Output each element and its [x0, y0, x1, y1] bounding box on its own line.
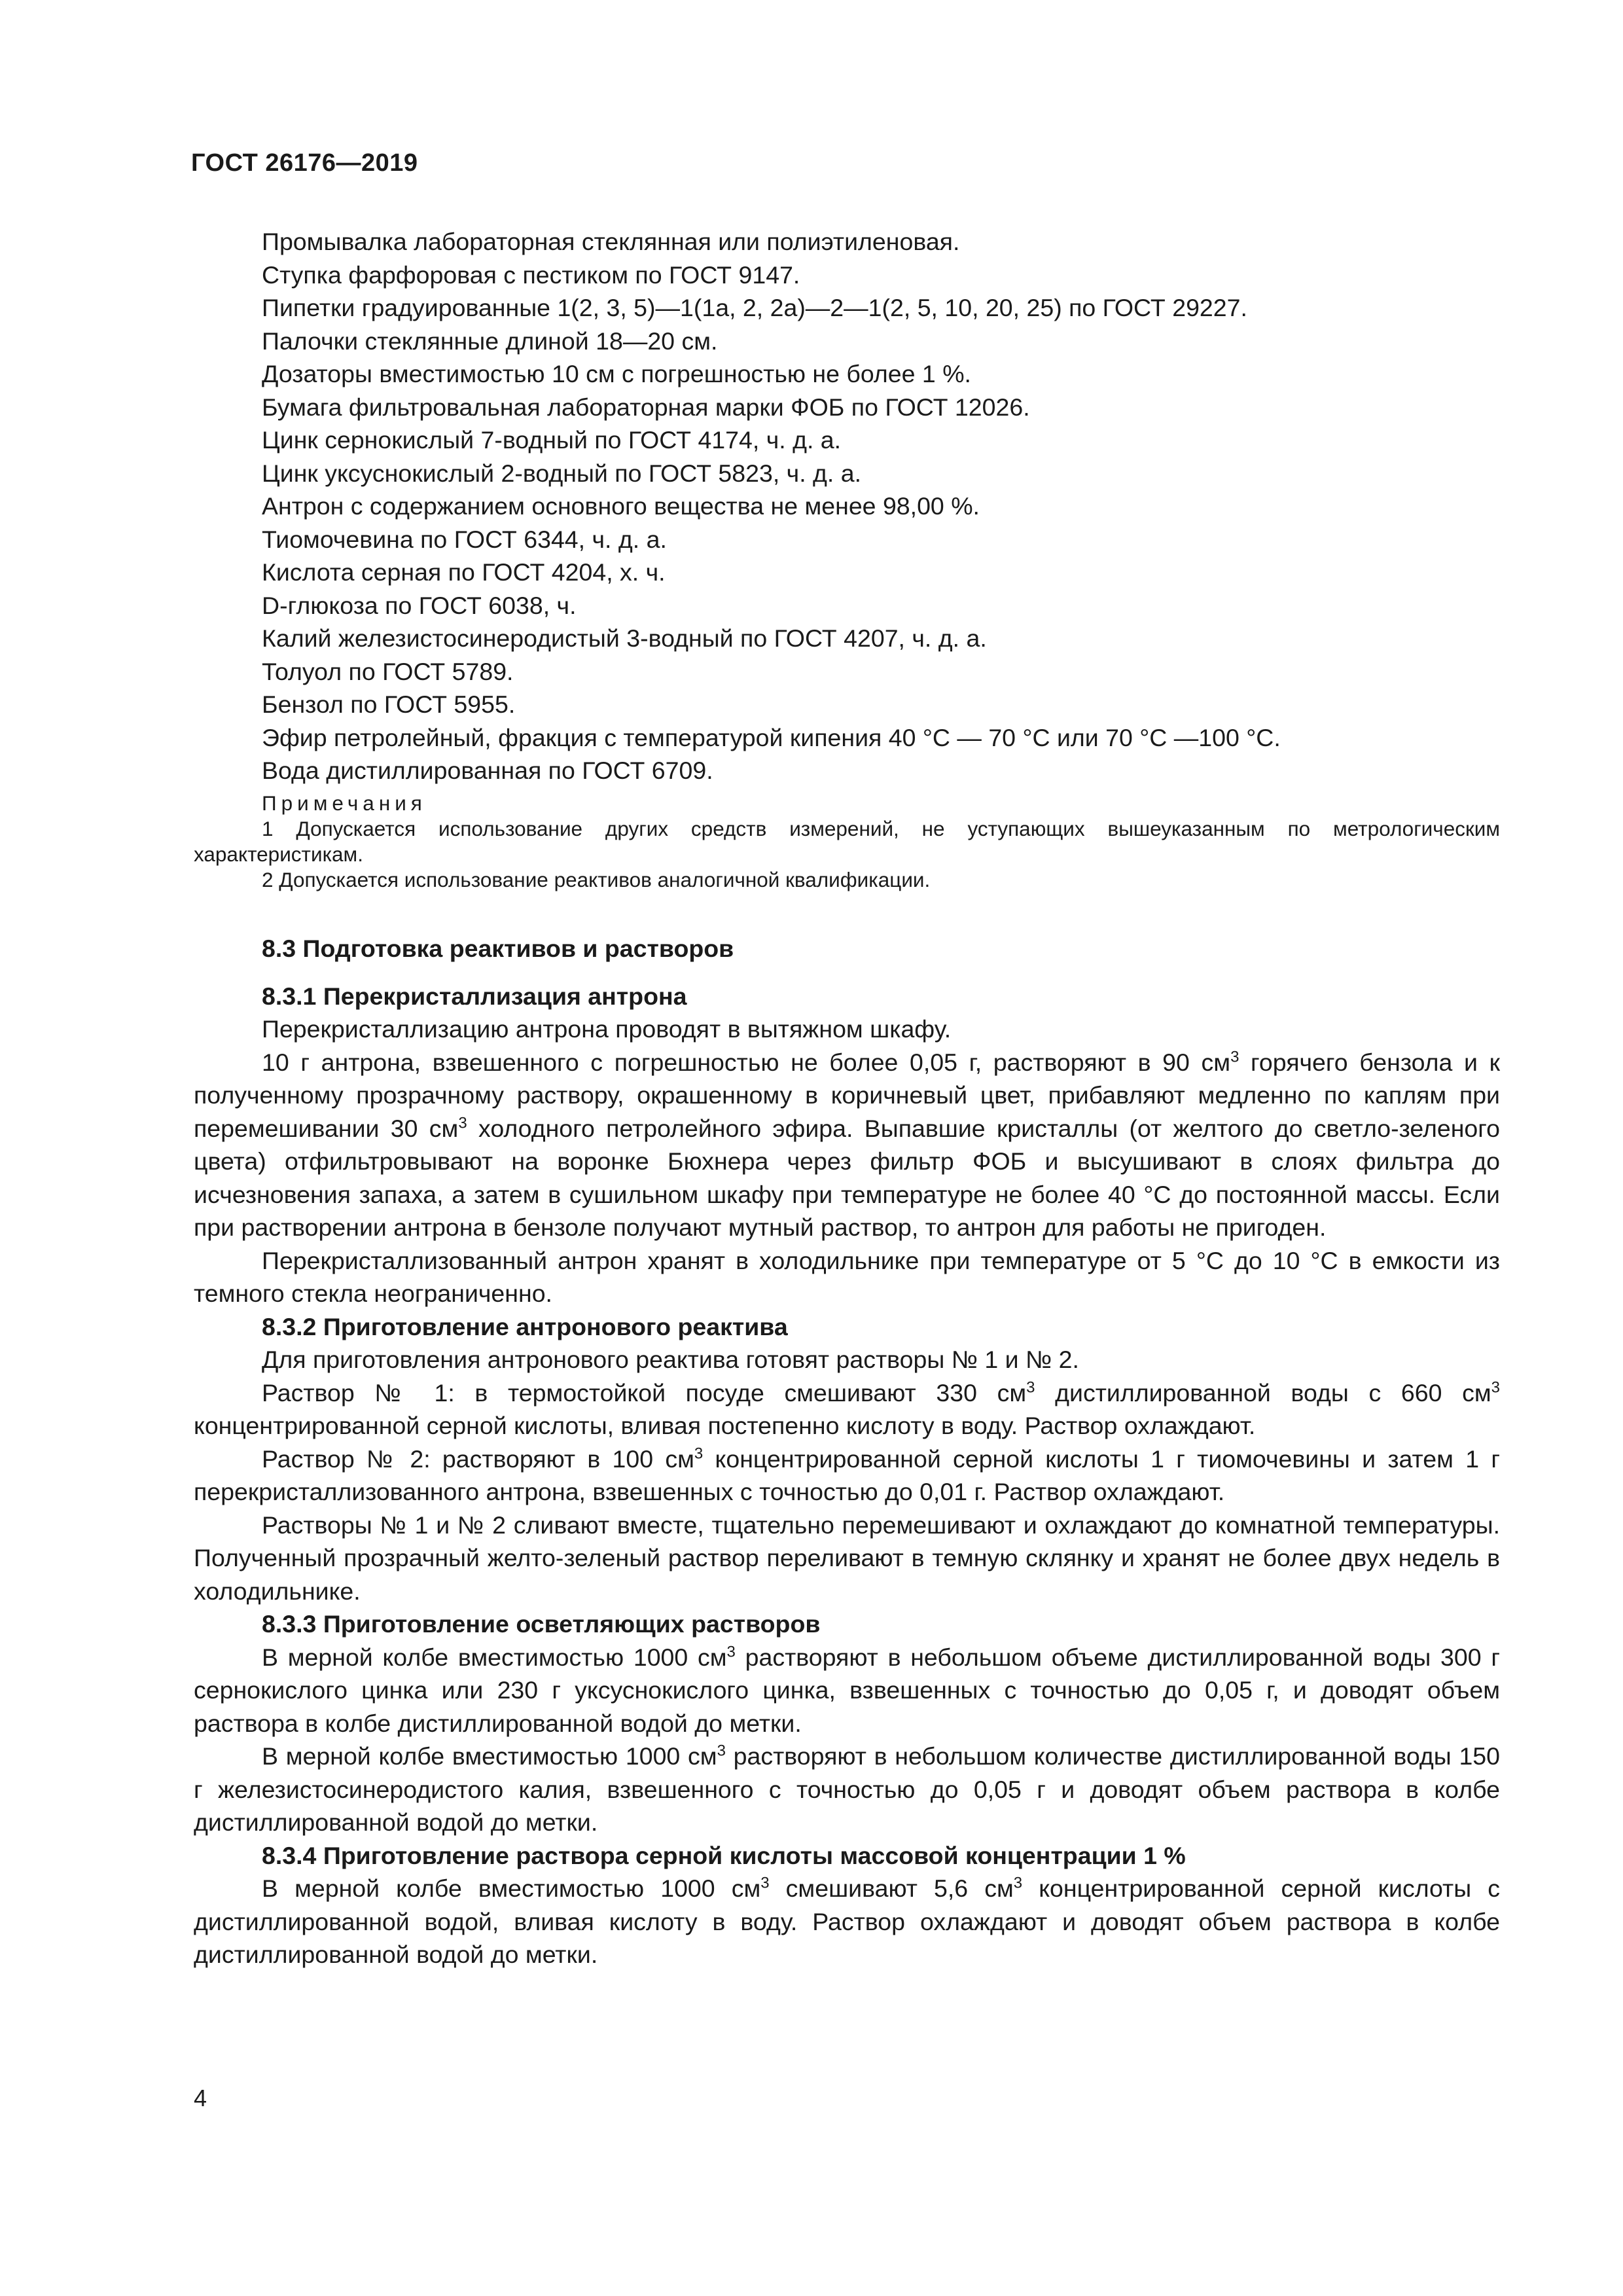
section-heading-8-3-2: 8.3.2 Приготовление антронового реактива: [262, 1312, 788, 1340]
list-item: Ступка фарфоровая с пестиком по ГОСТ 9147.: [262, 260, 800, 289]
superscript: 3: [717, 1742, 726, 1760]
superscript: 3: [1026, 1378, 1035, 1396]
superscript: 3: [760, 1874, 770, 1892]
list-item: Тиомочевина по ГОСТ 6344, ч. д. а.: [262, 525, 667, 553]
paragraph: Перекристаллизованный антрон хранят в холодильнике при температуре от 5 °С до 10 °С в емкости из темного стекла неограниченно.: [194, 1246, 1500, 1307]
list-item: Толуол по ГОСТ 5789.: [262, 657, 514, 685]
paragraph: Растворы № 1 и № 2 сливают вместе, тщательно перемешивают и охлаждают до комнатной температуры. Полученный прозрачный желто-зеленый раствор переливают в темную склянку и хранят не более двух недель в холодильнике.: [194, 1511, 1500, 1605]
section-8-3: [194, 932, 1500, 1971]
page-number: 4: [194, 2085, 207, 2111]
list-item: Промывалка лабораторная стеклянная или полиэтиленовая.: [262, 228, 960, 255]
list-item: Цинк уксуснокислый 2-водный по ГОСТ 5823, ч. д. а.: [262, 459, 862, 487]
list-item: Эфир петролейный, фракция с температурой кипения 40 °С — 70 °С или 70 °С —100 °С.: [262, 723, 1281, 751]
paragraph: 10 г антрона, взвешенного с погрешностью не более 0,05 г, растворяют в 90 $см^3$ горячего бензола и к полученному прозрачному раствору, окрашенному в коричневый цвет, прибавляют медленно по каплям при перемешивании 30 $см^3$ холодного петролейного эфира. Выпавшие кристаллы (от желтого до светло-зеленого цвета) отфильтровывают на воронке Бюхнера через фильтр ФОБ и высушивают в слоях фильтра до исчезновения запаха, а затем в сушильном шкафу при температуре не более 40 °С до постоянной массы. Если при растворении антрона в бензоле получают мутный раствор, то антрон для работы не пригоден.: [194, 1048, 1501, 1241]
list-item: D-глюкоза по ГОСТ 6038, ч.: [262, 591, 577, 619]
list-item: Кислота серная по ГОСТ 4204, х. ч.: [262, 558, 666, 586]
superscript: 3: [1491, 1378, 1501, 1396]
superscript: 3: [1013, 1874, 1023, 1892]
list-item: Антрон с содержанием основного вещества не менее 98,00 %.: [262, 492, 980, 520]
list-item: Бензол по ГОСТ 5955.: [262, 691, 516, 718]
paragraph: Для приготовления антронового реактива готовят растворы № 1 и № 2.: [262, 1346, 1079, 1373]
superscript: 3: [694, 1444, 704, 1462]
paragraph: В мерной колбе вместимостью 1000 $см^3$ растворяют в небольшом объеме дистиллированной воды 300 г сернокислого цинка или 230 г уксуснокислого цинка, взвешенных с точностью до 0,05 г, и доводят объем раствора в колбе дистиллированной водой до метки.: [194, 1643, 1501, 1737]
notes-block: [194, 791, 1500, 893]
list-item: Пипетки градуированные 1(2, 3, 5)—1(1а, 2, 2а)—2—1(2, 5, 10, 20, 25) по ГОСТ 29227.: [262, 294, 1247, 321]
list-item: Вода дистиллированная по ГОСТ 6709.: [262, 757, 713, 784]
superscript: 3: [458, 1114, 467, 1132]
list-item: Цинк сернокислый 7-водный по ГОСТ 4174, ч. д. а.: [262, 426, 842, 454]
section-heading-8-3-4: 8.3.4 Приготовление раствора серной кислоты массовой концентрации 1 %: [262, 1841, 1186, 1869]
document-header: ГОСТ 26176—2019: [191, 149, 418, 177]
paragraph: В мерной колбе вместимостью 1000 $см^3$ смешивают 5,6 $см^3$ концентрированной серной кислоты с дистиллированной водой, вливая кислоту в воду. Раствор охлаждают и доводят объем раствора в колбе дистиллированной водой до метки.: [194, 1874, 1501, 1968]
paragraph: В мерной колбе вместимостью 1000 $см^3$ растворяют в небольшом количестве дистиллированной воды 150 г железистосинеродистого калия, взвешенного с точностью до 0,05 г и доводят объем раствора в колбе дистиллированной водой до метки.: [194, 1742, 1501, 1836]
list-item: Дозаторы вместимостью 10 см с погрешностью не более 1 %.: [262, 360, 971, 387]
list-item: Бумага фильтровальная лабораторная марки ФОБ по ГОСТ 12026.: [262, 393, 1030, 421]
list-item: Калий железистосинеродистый 3-водный по ГОСТ 4207, ч. д. а.: [262, 624, 987, 652]
notes-title: Примечания: [262, 791, 427, 815]
section-heading-8-3-3: 8.3.3 Приготовление осветляющих растворов: [262, 1610, 821, 1638]
list-item: Палочки стеклянные длиной 18—20 см.: [262, 327, 718, 355]
paragraph: Раствор № 2: растворяют в 100 $см^3$ концентрированной серной кислоты 1 г тиомочевины и затем 1 г перекристаллизованного антрона, взвешенных с точностью до 0,01 г. Раствор охлаждают.: [194, 1444, 1500, 1505]
note-2: 2 Допускается использование реактивов аналогичной квалификации.: [262, 868, 931, 891]
equipment-list: [262, 225, 1505, 787]
note-1: 1 Допускается использование других средств измерений, не уступающих вышеуказанным по метрологическим характеристикам.: [194, 817, 1500, 866]
superscript: 3: [1230, 1048, 1240, 1066]
paragraph: Раствор № 1: в термостойкой посуде смешивают 330 $см^3$ дистиллированной воды с 660 $см^3$ концентрированной серной кислоты, вливая постепенно кислоту в воду. Раствор охлаждают.: [194, 1378, 1501, 1439]
paragraph: Перекристаллизацию антрона проводят в вытяжном шкафу.: [262, 1015, 952, 1043]
section-heading-8-3-1: 8.3.1 Перекристаллизация антрона: [262, 982, 687, 1010]
superscript: 3: [726, 1643, 736, 1660]
section-heading-8-3: 8.3 Подготовка реактивов и растворов: [262, 935, 734, 962]
